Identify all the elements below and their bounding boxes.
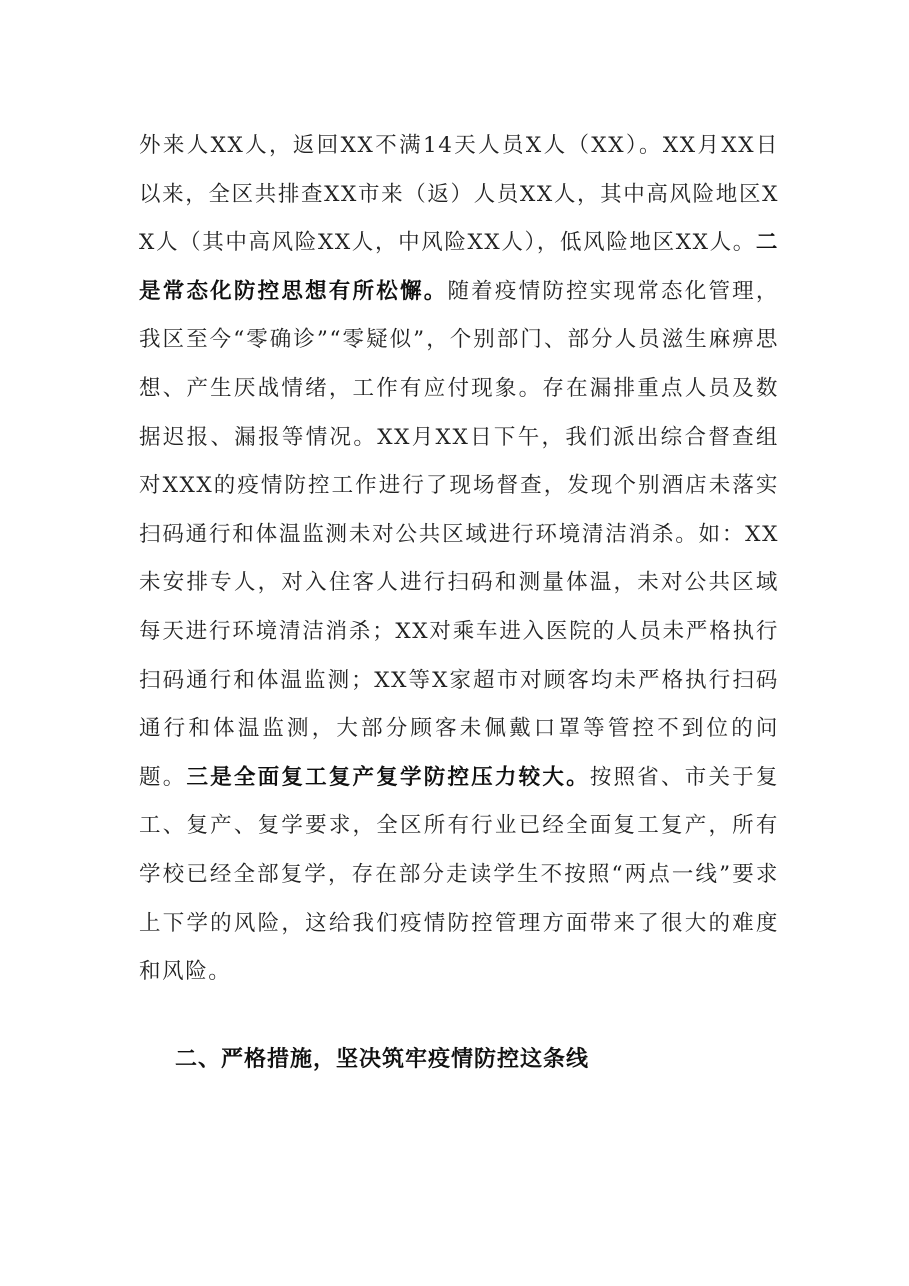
paragraph-text: 随着疫情防控实现常态化管理，我区至今“零确诊”“零疑似”，个别部门、部分人员滋生麻痹思想、产生厌战情绪，工作有应付现象。存在漏排重点人员及数据迟报、漏报等情况。XX月XX日下午，我们派出综合督查组对XXX的疫情防控工作进行了现场督查，发现个别酒店未落实扫码通行和体温监测未对公共区域进行环境清洁消杀。如：XX未安排专人，对入住客人进行扫码和测量体温，未对公共区域每天进行环境清洁消杀；XX对乘车进入医院的人员未严格执行扫码通行和体温监测；XX等X家超市对顾客均未严格执行扫码通行和体温监测，大部分顾客未佩戴口罩等管控不到位的问题。 <box>139 278 779 790</box>
section-heading: 二、严格措施，坚决筑牢疫情防控这条线 <box>175 1047 590 1072</box>
body-paragraph <box>139 122 779 997</box>
bold-subheading-2: 二是常态化防控思想有所松懈。 <box>139 230 779 304</box>
bold-subheading-3: 三是全面复工复产复学防控压力较大。 <box>186 764 590 790</box>
paragraph-text: 外来人XX人，返回XX不满14天人员X人（XX）。XX月XX日以来，全区共排查XX市来（返）人员XX人，其中高风险地区XX人（其中高风险XX人，中风险XX人），低风险地区XX人。 <box>139 133 779 256</box>
paragraph-text: 按照省、市关于复工、复产、复学要求，全区所有行业已经全面复工复产，所有学校已经全部复学，存在部分走读学生不按照“两点一线”要求上下学的风险，这给我们疫情防控管理方面带来了很大的难度和风险。 <box>139 764 779 985</box>
